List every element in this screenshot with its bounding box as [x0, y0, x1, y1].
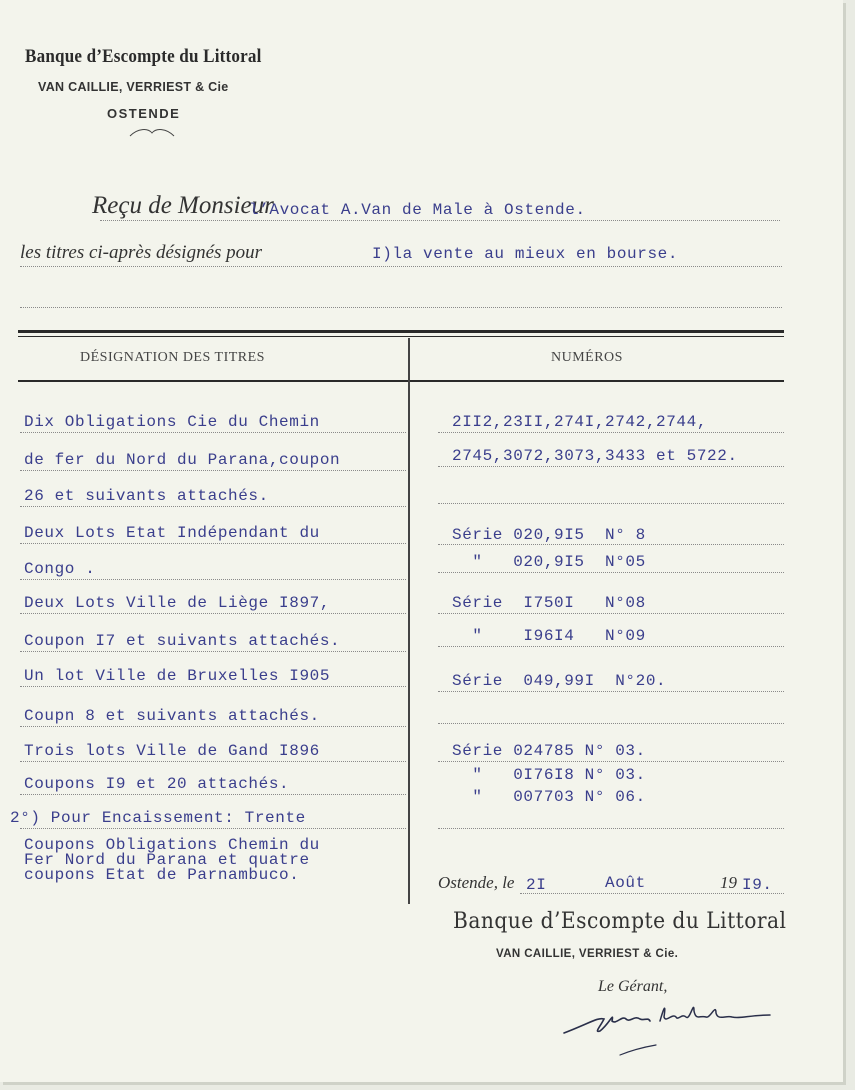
numeros-line: 2745,3072,3073,3433 et 5722. [452, 447, 738, 465]
dotted-rule [20, 579, 406, 580]
designation-line: Coupn 8 et suivants attachés. [24, 707, 320, 725]
numeros-line: 2II2,23II,274I,2742,2744, [452, 413, 708, 431]
dotted-rule [20, 686, 406, 687]
dotted-rule [20, 266, 782, 267]
numeros-line: Série I750I N°08 [452, 594, 646, 612]
numeros-line: " 020,9I5 N°05 [452, 553, 646, 571]
letterhead-bank-name: Banque d’Escompte du Littoral [25, 46, 262, 67]
stamp-partners: VAN CAILLIE, VERRIEST & Cie. [496, 948, 679, 960]
dotted-rule [20, 506, 406, 507]
numeros-line: " 0I76I8 N° 03. [452, 766, 646, 784]
table-top-rule [18, 330, 784, 333]
stamp-bank-name: Banque d’Escompte du Littoral [453, 909, 787, 934]
titres-label: les titres ci-après désignés pour [20, 242, 263, 263]
dotted-rule [438, 503, 784, 504]
dotted-rule [20, 613, 406, 614]
date-year-suffix: I9. [742, 876, 773, 894]
designation-line: Congo . [24, 560, 96, 578]
designation-line: Coupon I7 et suivants attachés. [24, 632, 341, 650]
dotted-rule [438, 691, 784, 692]
designation-line: Trois lots Ville de Gand I896 [24, 742, 320, 760]
dotted-rule [438, 761, 784, 762]
numeros-line: Série 049,99I N°20. [452, 672, 667, 690]
designation-line: 2°) Pour Encaissement: Trente [10, 809, 306, 827]
designation-line: Coupons Obligations Chemin du [24, 836, 320, 854]
designation-line: coupons Etat de Parnambuco. [24, 866, 300, 884]
recu-text: l’Avocat A.Van de Male à Ostende. [249, 201, 586, 219]
recu-label: Reçu de Monsieur [92, 192, 274, 219]
designation-line: Deux Lots Ville de Liège I897, [24, 594, 331, 612]
designation-line: Deux Lots Etat Indépendant du [24, 524, 320, 542]
numeros-line: Série 024785 N° 03. [452, 742, 646, 760]
table-header-rule [18, 380, 784, 382]
dotted-rule [20, 726, 406, 727]
numeros-line: " 007703 N° 06. [452, 788, 646, 806]
dotted-rule [520, 893, 784, 894]
dotted-rule [20, 794, 406, 795]
designation-line: Un lot Ville de Bruxelles I905 [24, 667, 331, 685]
dotted-rule [438, 646, 784, 647]
place-date-label: Ostende, le [438, 873, 515, 892]
designation-line: Dix Obligations Cie du Chemin [24, 413, 320, 431]
date-month: Août [605, 874, 646, 892]
dotted-rule [20, 543, 406, 544]
dotted-rule [20, 651, 406, 652]
date-day: 2I [526, 876, 547, 894]
flourish-ornament [128, 128, 176, 138]
designation-line: de fer du Nord du Parana,coupon [24, 451, 341, 469]
dotted-rule [438, 432, 784, 433]
dotted-rule [438, 723, 784, 724]
dotted-rule [438, 544, 784, 545]
dotted-rule [20, 432, 406, 433]
col-header-numeros: NUMÉROS [551, 350, 623, 365]
designation-line: Fer Nord du Parana et quatre [24, 851, 310, 869]
table-top-rule-thin [18, 336, 784, 337]
dotted-rule [100, 220, 780, 221]
dotted-rule [438, 572, 784, 573]
signature [560, 993, 780, 1058]
dotted-rule [438, 828, 784, 829]
numeros-line: Série 020,9I5 N° 8 [452, 526, 646, 544]
dotted-rule [438, 466, 784, 467]
gerant-label: Le Gérant, [598, 978, 668, 995]
dotted-rule [20, 761, 406, 762]
col-header-designation: DÉSIGNATION DES TITRES [80, 350, 265, 365]
dotted-rule [20, 828, 406, 829]
dotted-rule [20, 470, 406, 471]
dotted-rule [20, 307, 782, 308]
letterhead-city: OSTENDE [107, 106, 181, 121]
dotted-rule [438, 613, 784, 614]
date-year-prefix: 19 [720, 873, 737, 892]
titres-text: I)la vente au mieux en bourse. [372, 245, 679, 263]
table-divider [408, 338, 410, 904]
designation-line: 26 et suivants attachés. [24, 487, 269, 505]
letterhead-partners: VAN CAILLIE, VERRIEST & Cie [38, 80, 229, 94]
designation-line: Coupons I9 et 20 attachés. [24, 775, 290, 793]
numeros-line: " I96I4 N°09 [452, 627, 646, 645]
